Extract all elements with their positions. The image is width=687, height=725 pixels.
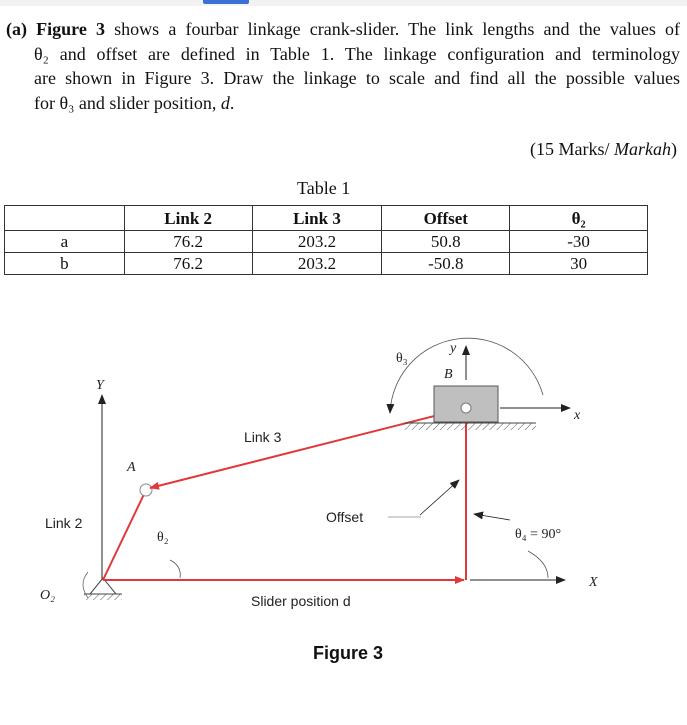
offset-pointer <box>420 480 459 515</box>
question-line-1-rest: shows a fourbar linkage crank-slider. The link lengths and the values of <box>114 19 681 39</box>
marks-prefix: (15 Marks/ <box>530 139 610 159</box>
question-line-3: are shown in Figure 3. Draw the linkage to scale and find all the possible values <box>34 68 680 88</box>
offset-dimension-pointer <box>474 514 510 520</box>
question-line-2: θ₂ and offset are defined in Table 1. The linkage configuration and terminology <box>34 43 680 64</box>
offset-label: Offset <box>326 509 364 525</box>
slider-position-label: Slider position d <box>251 593 351 609</box>
table-cell: 30 <box>510 253 648 275</box>
point-b-label: B <box>444 367 453 382</box>
question-part: (a) <box>6 19 27 39</box>
link-3-label: Link 3 <box>244 429 282 445</box>
local-x-label: x <box>574 408 581 423</box>
table-header-cell: θ₂ <box>510 206 648 231</box>
question-line-4-var: d <box>220 92 230 113</box>
question-line-4-end: . <box>229 92 235 113</box>
point-a-label: A <box>127 460 136 475</box>
pin-b <box>461 403 471 413</box>
theta-2-label: θ₂ <box>157 530 169 545</box>
local-y-label: y <box>450 341 457 356</box>
theta-3-label: θ₃ <box>396 351 408 366</box>
ground-pivot-o2 <box>84 578 122 600</box>
figure-caption: Figure 3 <box>313 643 384 663</box>
table-cell: 76.2 <box>124 253 252 275</box>
table-caption: Table 1 <box>297 178 351 198</box>
link-3-line <box>150 408 466 488</box>
theta-4-arc <box>528 551 548 578</box>
table-cell: 76.2 <box>124 231 252 253</box>
table-header-cell: Link 2 <box>124 206 252 231</box>
table-header-cell: Link 3 <box>252 206 382 231</box>
y-axis-label: Y <box>96 378 104 393</box>
table-cell: a <box>5 231 125 253</box>
figure-reference: Figure 3 <box>36 19 105 39</box>
marks-suffix: ) <box>671 139 677 159</box>
table-cell: b <box>5 253 125 275</box>
x-axis-label: X <box>589 575 598 590</box>
question-line-4-pre: for θ₃ and slider position, <box>34 92 217 113</box>
theta-4-label: θ₄ = 90° <box>515 527 562 542</box>
link-2-line <box>103 490 146 580</box>
marks-malay: Markah <box>614 139 671 159</box>
o2-label: O₂ <box>40 588 55 603</box>
theta-2-arc <box>170 560 180 578</box>
link-2-label: Link 2 <box>45 515 83 531</box>
table-cell: 50.8 <box>382 231 510 253</box>
slider-ground-hatch <box>404 423 536 430</box>
table-cell: 203.2 <box>252 253 382 275</box>
table-cell: -30 <box>510 231 648 253</box>
table-header-cell: Offset <box>382 206 510 231</box>
table-cell: 203.2 <box>252 231 382 253</box>
table-cell: -50.8 <box>382 253 510 275</box>
pin-a <box>140 484 152 496</box>
